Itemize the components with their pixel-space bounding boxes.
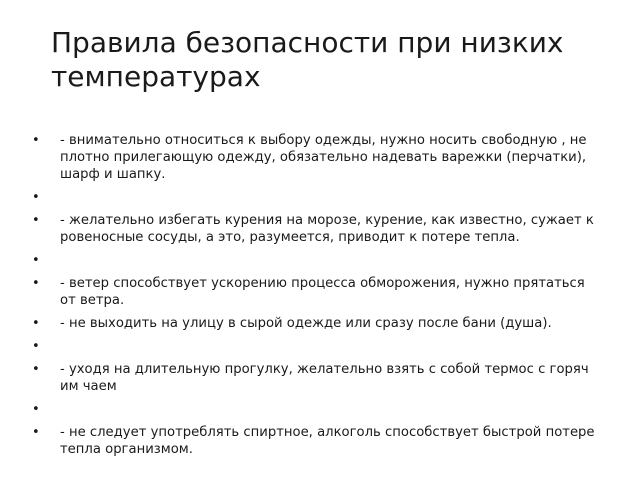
bullet-dot: • — [32, 316, 40, 331]
list-item — [32, 424, 596, 458]
bullet-text: - ветер способствует ускорению процесса обморожения, нужно прятаться от ветра. — [60, 276, 585, 308]
list-item — [32, 212, 596, 246]
bullet-dot: • — [32, 253, 40, 268]
bullet-dot: • — [32, 276, 40, 291]
bullet-dot: • — [32, 425, 40, 440]
bullet-text: - желательно избегать курения на морозе, курение, как известно, сужает кровеносные сосуды, а это, разумеется, приводит к потере тепла. — [60, 213, 594, 245]
bullet-list — [32, 132, 596, 464]
list-item — [32, 132, 596, 183]
list-item — [32, 315, 596, 332]
list-item — [32, 361, 596, 395]
list-item — [32, 252, 596, 269]
bullet-dot: • — [32, 213, 40, 228]
list-item — [32, 338, 596, 355]
slide-title: Правила безопасности при низких температурах — [51, 26, 564, 93]
bullet-text: - уходя на длительную прогулку, желательно взять с собой термос с горячим чаем — [60, 362, 589, 394]
bullet-dot: • — [32, 362, 40, 377]
bullet-text: - не следует употреблять спиртное, алкоголь способствует быстрой потере тепла организмом. — [60, 425, 595, 457]
bullet-dot: • — [32, 402, 40, 417]
bullet-text: - не выходить на улицу в сырой одежде или сразу после бани (душа). — [60, 316, 552, 331]
bullet-text: - внимательно относиться к выбору одежды, нужно носить свободную , не плотно прилегающую одежду, обязательно надевать варежки (перчатки), шарф и шапку. — [60, 133, 587, 182]
bullet-dot: • — [32, 133, 40, 148]
list-item — [32, 401, 596, 418]
list-item — [32, 275, 596, 309]
bullet-dot: • — [32, 339, 40, 354]
list-item — [32, 189, 596, 206]
bullet-dot: • — [32, 190, 40, 205]
